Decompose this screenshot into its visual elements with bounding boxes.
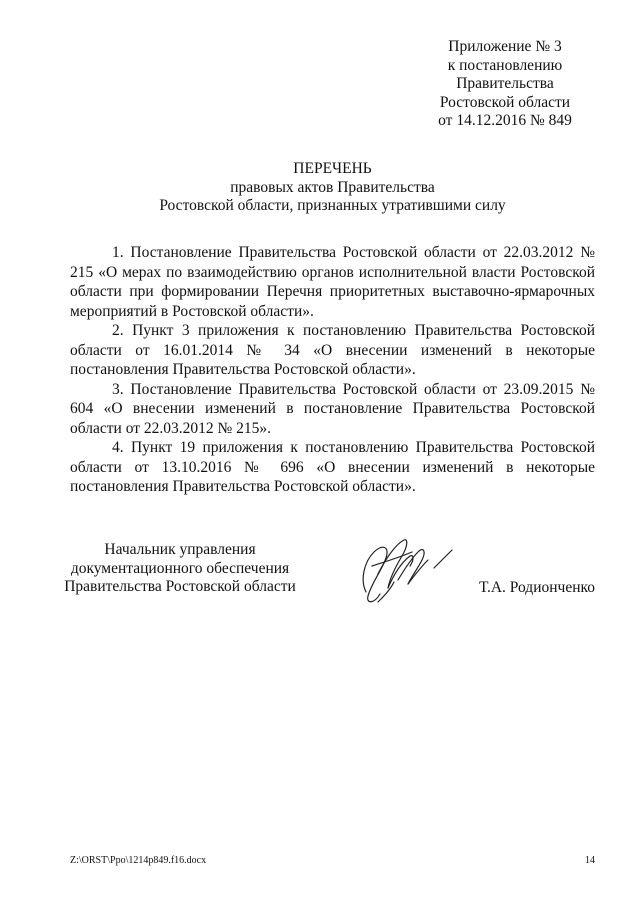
list-item: 4. Пункт 19 приложения к постановлению Правительства Ростовской области от 13.10.2016 № 696 «О внесении изменений в некоторые постановления Правительства Ростовской области». — [70, 439, 595, 496]
appendix-date: от 14.12.2016 № 849 — [438, 112, 572, 130]
list-item: 1. Постановление Правительства Ростовской области от 22.03.2012 № 215 «О мерах по взаимодействию органов исполнительной власти Ростовской области при формировании Перечня приоритетных выставочно-ярмарочных мероприятий в Ростовской области». — [70, 244, 595, 320]
appendix-number: Приложение № 3 — [448, 38, 562, 55]
document-heading — [70, 160, 595, 216]
signatory-title-line2: документационного обеспечения — [70, 559, 290, 577]
heading-subtitle-line1: правовых актов Правительства — [230, 178, 435, 196]
heading-title: ПЕРЕЧЕНЬ — [293, 160, 372, 177]
footer-file-path: Z:\ORST\Ppo\1214p849.f16.docx — [70, 855, 207, 866]
heading-subtitle-line2: Ростовской области, признанных утратившими силу — [159, 197, 506, 215]
page-number: 14 — [585, 855, 595, 866]
appendix-reference: к постановлению — [447, 56, 563, 74]
list-item: 2. Пункт 3 приложения к постановлению Правительства Ростовской области от 16.01.2014 № 34 «О внесении изменений в некоторые постановления Правительства Ростовской области». — [70, 322, 595, 379]
acts-list — [70, 243, 595, 497]
appendix-block — [405, 38, 605, 131]
signatory-title-line3: Правительства Ростовской области — [64, 578, 296, 596]
appendix-region: Ростовской области — [439, 93, 571, 111]
appendix-government: Правительства — [456, 75, 554, 93]
signatory-title — [55, 541, 305, 597]
handwritten-signature — [338, 522, 458, 610]
signatory-name: Т.А. Родионченко — [479, 579, 595, 596]
list-item: 3. Постановление Правительства Ростовской области от 23.09.2015 № 604 «О внесении изменений в постановление Правительства Ростовской области от 22.03.2012 № 215». — [70, 380, 595, 437]
signatory-title-line1: Начальник управления — [104, 541, 256, 558]
